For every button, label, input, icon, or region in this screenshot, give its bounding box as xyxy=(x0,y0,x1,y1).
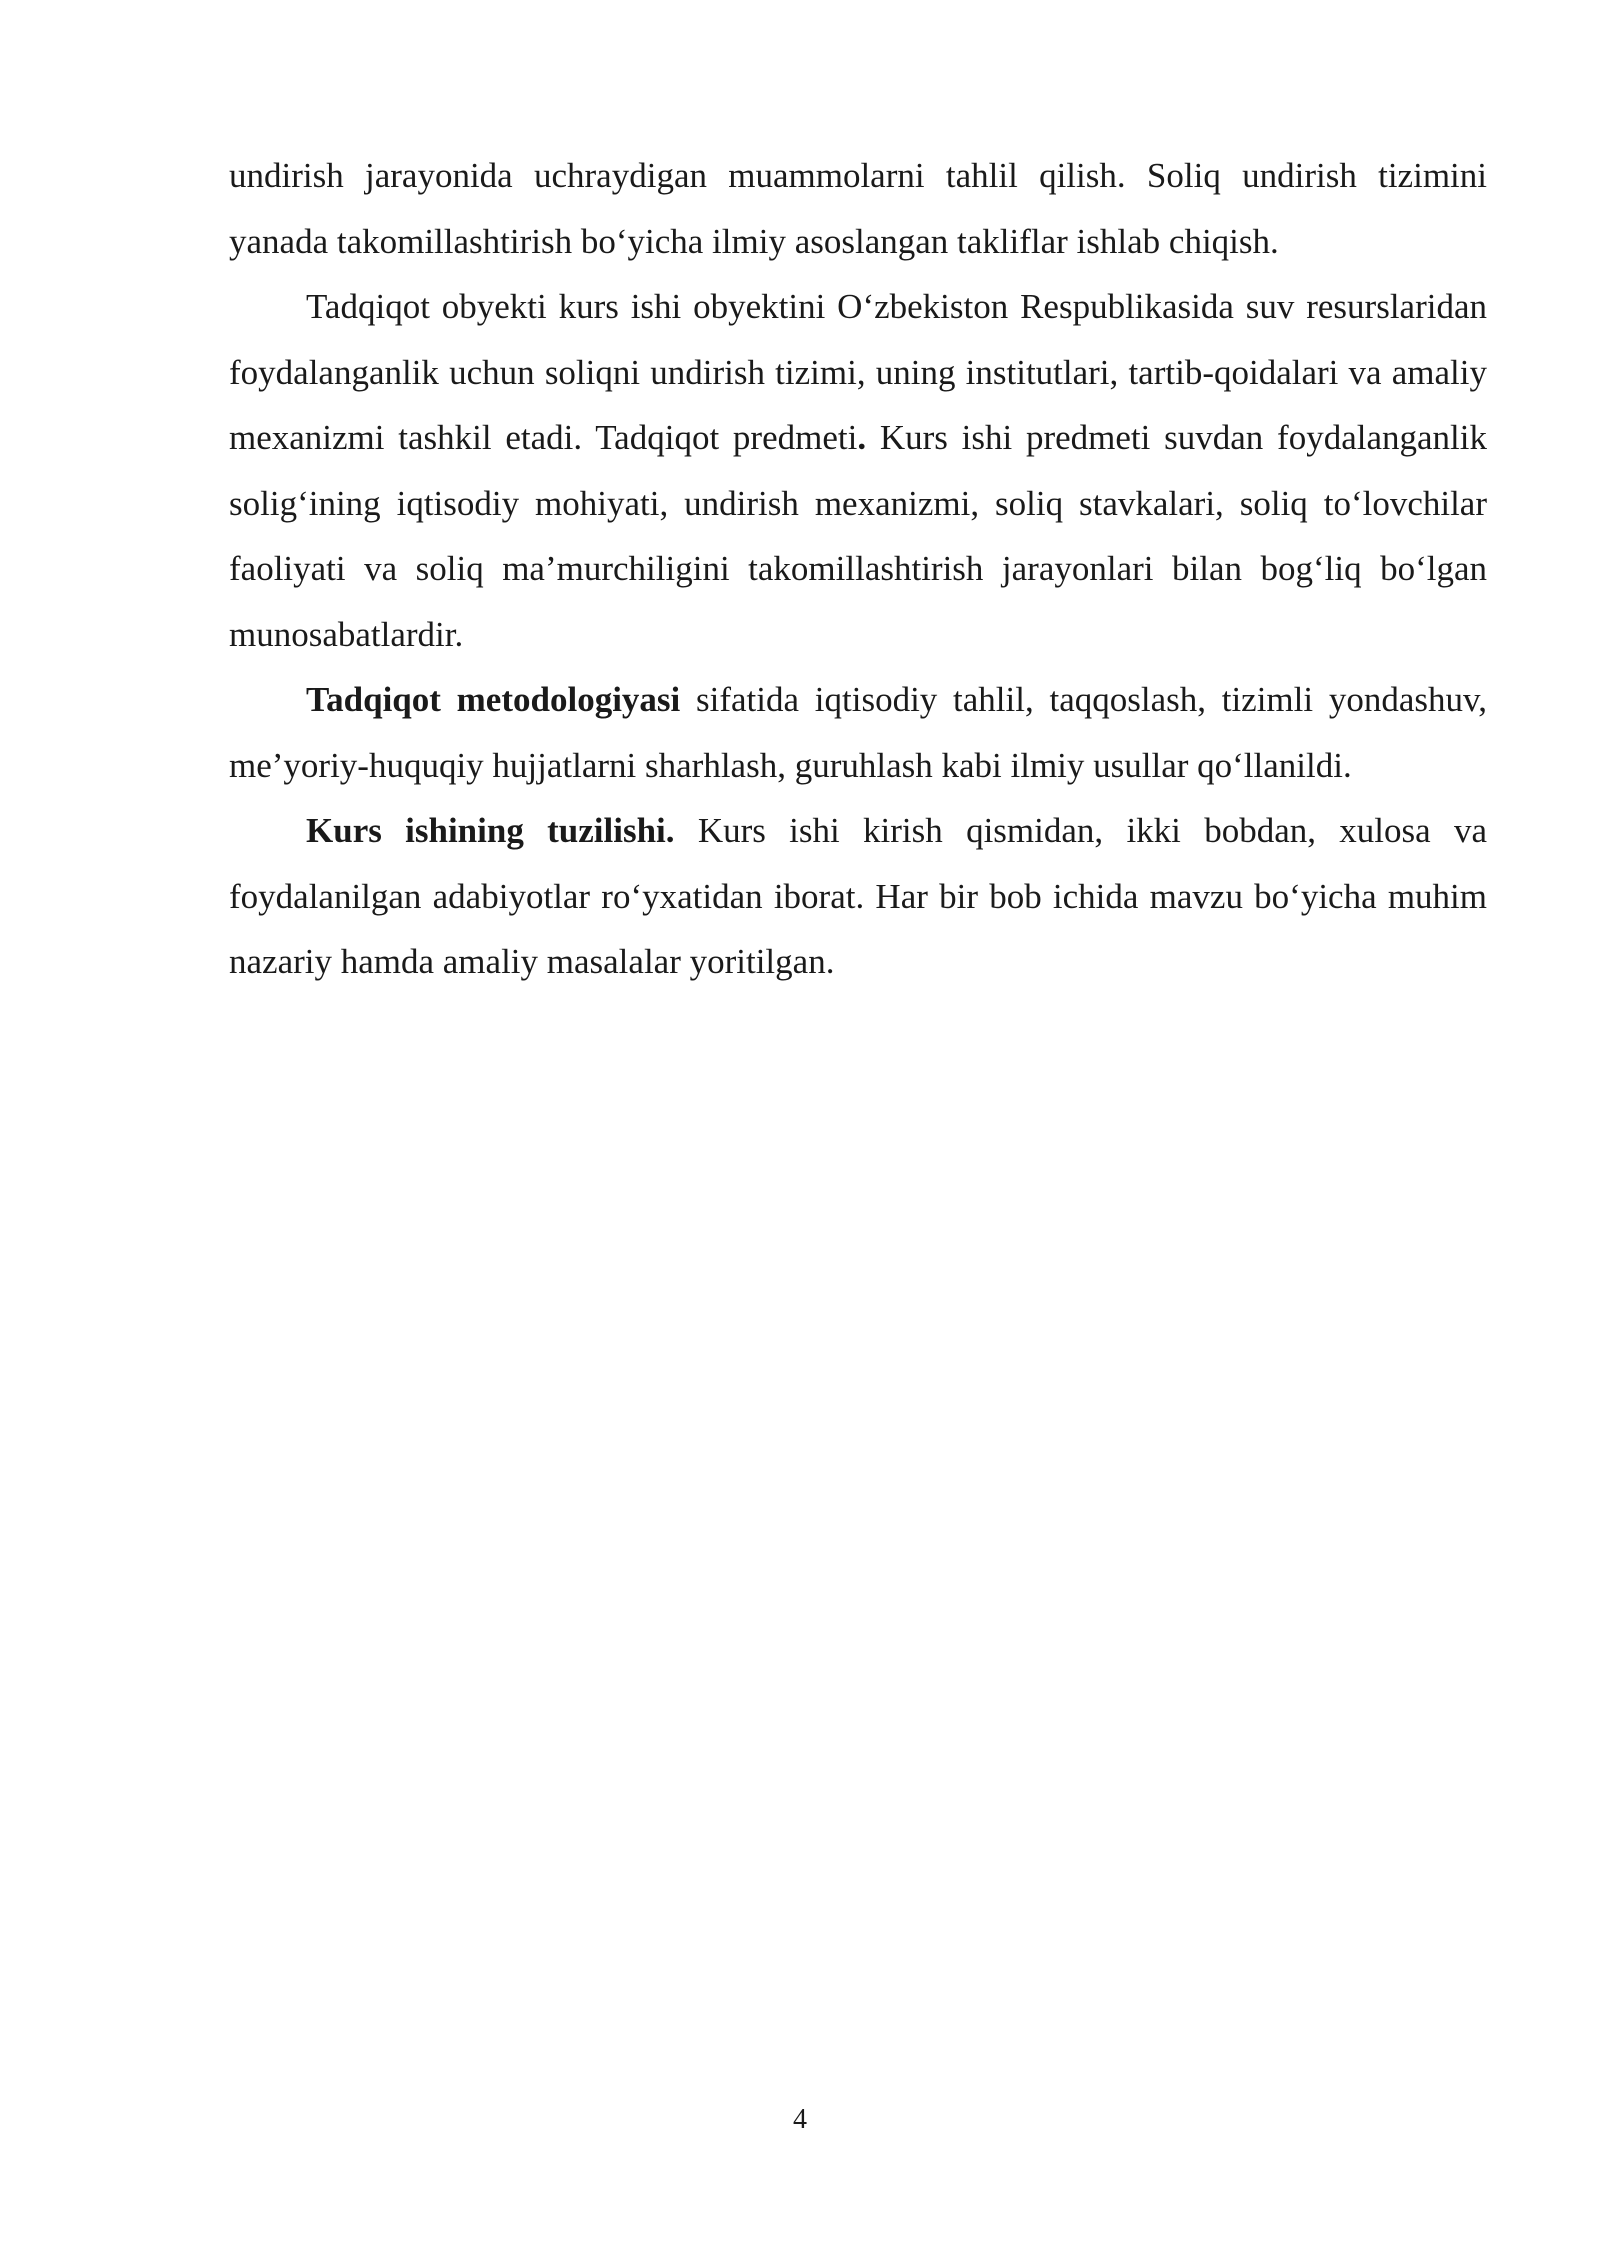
paragraph-text-rest: Kurs ishi predmeti suvdan foydalanganlik solig‘ining iqtisodiy mohiyati, undirish mexanizmi, soliq stavkalari, soliq to‘lovchilar faoliyati va soliq ma’murchiligini takomillashtirish jarayonlari bilan bog‘liq bo‘lgan munosabatlardir. xyxy=(229,418,1487,654)
bold-lead-methodology: Tadqiqot metodologiyasi xyxy=(306,680,681,719)
paragraph-goal-continuation xyxy=(229,143,1487,274)
bold-lead-structure: Kurs ishining tuzilishi. xyxy=(306,811,675,850)
paragraph-text: undirish jarayonida uchraydigan muammolarni tahlil qilish. Soliq undirish tizimini yanada takomillashtirish bo‘yicha ilmiy asoslangan takliflar ishlab chiqish. xyxy=(229,156,1487,261)
paragraph-text: Tadqiqot obyekti kurs ishi obyektini O‘zbekiston Respublikasida suv resurslaridan foydalanganlik uchun soliqni undirish tizimi, uning institutlari, tartib-qoidalari va amaliy mexanizmi tashkil etadi. Tadqiqot predmeti xyxy=(229,287,1487,457)
paragraph-object-subject xyxy=(229,274,1487,667)
page-body xyxy=(229,143,1487,995)
bold-period: . xyxy=(857,418,867,457)
paragraph-text-rest: Kurs ishi kirish qismidan, ikki bobdan, xulosa va foydalanilgan adabiyotlar ro‘yxatidan iborat. Har bir bob ichida mavzu bo‘yicha muhim nazariy hamda amaliy masalalar yoritilgan. xyxy=(229,811,1488,981)
paragraph-structure xyxy=(229,798,1487,995)
paragraph-methodology xyxy=(229,667,1487,798)
page-number: 4 xyxy=(793,2104,807,2135)
paragraph-text-rest: sifatida iqtisodiy tahlil, taqqoslash, tizimli yondashuv, me’yoriy-huquqiy hujjatlarni sharhlash, guruhlash kabi ilmiy usullar qo‘llanildi. xyxy=(229,680,1487,785)
